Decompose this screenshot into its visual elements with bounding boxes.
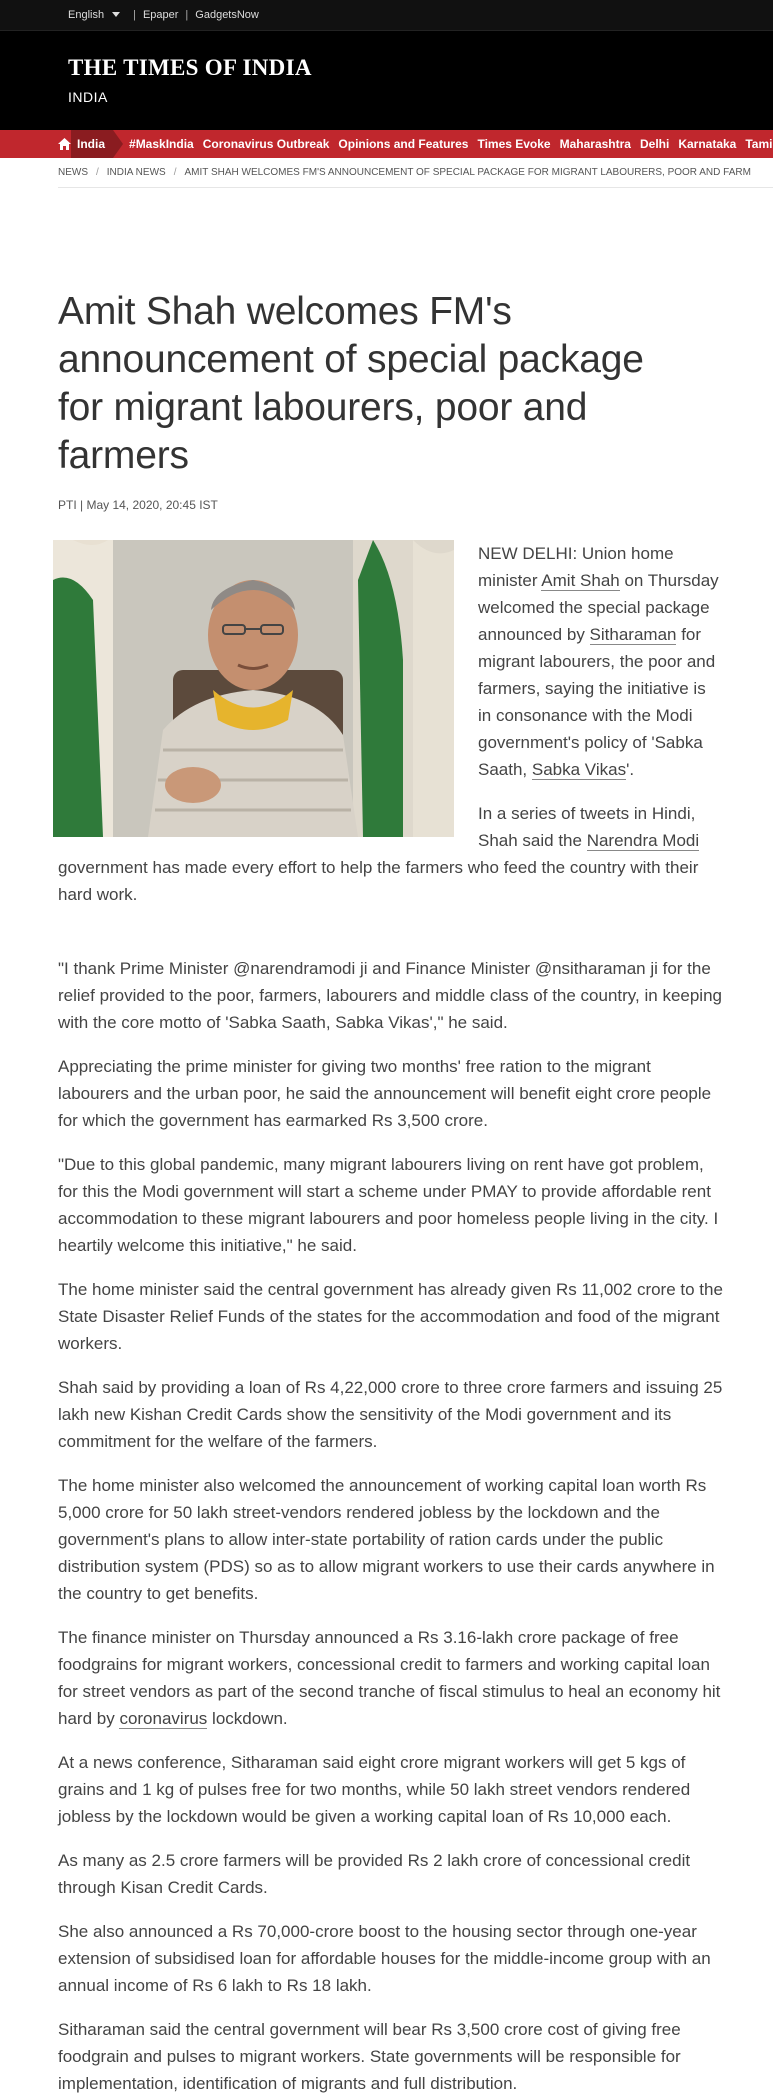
topic-link-amit-shah[interactable]: Amit Shah	[541, 571, 620, 590]
nav-item-karnataka[interactable]: Karnataka	[678, 137, 737, 151]
top-bar	[0, 0, 773, 30]
nav-item-tamil[interactable]: Tamil	[745, 137, 776, 151]
article-paragraph: The home minister also welcomed the announcement of working capital loan worth Rs 5,000 crore for 50 lakh street-vendors rendered jobless by the lockdown and the government's plans to allow inter-state portability of ration cards under the public distribution system (PDS) so as to allow migrant workers to use their cards anywhere in the country to get benefits.	[58, 1476, 715, 1603]
nav-item-delhi[interactable]: Delhi	[639, 137, 670, 151]
breadcrumb-india-news[interactable]: INDIA NEWS	[106, 167, 166, 178]
article-photo[interactable]	[53, 540, 454, 837]
article-paragraph: At a news conference, Sitharaman said eight crore migrant workers will get 5 kgs of grains and 1 kg of pulses free for two months, while 50 lakh street vendors rendered jobless by the lockdown would be given a working capital loan of Rs 10,000 each.	[58, 1753, 691, 1826]
language-selector[interactable]: English	[68, 9, 105, 21]
masthead	[0, 30, 773, 130]
topic-link-narendra-modi[interactable]: Narendra Modi	[586, 831, 700, 850]
article-paragraph: As many as 2.5 crore farmers will be provided Rs 2 lakh crore of concessional credit through Kisan Credit Cards.	[58, 1851, 691, 1897]
home-icon[interactable]	[58, 130, 71, 158]
breadcrumb-separator: /	[173, 167, 177, 178]
topic-link-sitharaman[interactable]: Sitharaman	[589, 625, 677, 644]
topic-link-sabka-vikas[interactable]: Sabka Vikas	[531, 760, 627, 779]
article-paragraph: In a series of tweets in Hindi, Shah said the Narendra Modi government has made every effort to help the farmers who feed the country with their hard work.	[58, 804, 700, 904]
article-paragraph: The home minister said the central government has already given Rs 11,002 crore to the State Disaster Relief Funds of the states for the accommodation and food of the migrant workers.	[58, 1280, 723, 1353]
divider: |	[185, 9, 189, 21]
breadcrumb-current: AMIT SHAH WELCOMES FM'S ANNOUNCEMENT OF SPECIAL PACKAGE FOR MIGRANT LABOURERS, POOR AND FARM	[184, 167, 751, 178]
breadcrumb	[58, 158, 773, 188]
chevron-down-icon[interactable]	[112, 12, 120, 17]
breadcrumb-separator: /	[96, 167, 99, 178]
article-paragraph: "I thank Prime Minister @narendramodi ji and Finance Minister @nsitharaman ji for the relief provided to the poor, farmers, labourers and middle class of the country, in keeping with the core motto of 'Sabka Saath, Sabka Vikas'," he said.	[58, 959, 722, 1032]
breadcrumb-news[interactable]: NEWS	[58, 167, 88, 178]
gadgetsnow-link[interactable]: GadgetsNow	[195, 9, 259, 21]
nav-item-opinions[interactable]: Opinions and Features	[338, 137, 469, 151]
article-paragraph: Sitharaman said the central government will bear Rs 3,500 crore cost of giving free foodgrain and pulses to migrant workers. State governments will be responsible for implementation, identification of migrants and full distribution.	[58, 2020, 681, 2093]
nav-item-india[interactable]: India	[71, 130, 113, 158]
article-paragraph: She also announced a Rs 70,000-crore boost to the housing sector through one-year extension of subsidised loan for affordable houses for the middle-income group with an annual income of Rs 6 lakh to Rs 18 lakh.	[58, 1922, 711, 1995]
article-paragraph: Shah said by providing a loan of Rs 4,22,000 crore to three crore farmers and issuing 25 lakh new Kishan Credit Cards show the sensitivity of the Modi government and its commitment for the welfare of the farmers.	[58, 1378, 723, 1451]
article-paragraph: The finance minister on Thursday announced a Rs 3.16-lakh crore package of free foodgrains for migrant workers, concessional credit to farmers and working capital loan for street vendors as part of the second tranche of fiscal stimulus to heal an economy hit hard by coronavirus lockdown.	[58, 1628, 721, 1728]
divider: |	[133, 9, 136, 21]
nav-item-coronavirus[interactable]: Coronavirus Outbreak	[202, 137, 330, 151]
article-byline: PTI | May 14, 2020, 20:45 IST	[58, 498, 218, 512]
article-body	[58, 540, 723, 2097]
nav-item-maharashtra[interactable]: Maharashtra	[559, 137, 631, 151]
article-paragraph: "Due to this global pandemic, many migrant labourers living on rent have got problem, for this the Modi government will start a scheme under PMAY to provide affordable rent accommodation to these migrant labourers and poor homeless people living in the city. I heartily welcome this initiative," he said.	[58, 1155, 719, 1255]
nav-item-maskindia[interactable]: #MaskIndia	[129, 137, 194, 151]
article-paragraph: Appreciating the prime minister for giving two months' free ration to the migrant labourers and the urban poor, he said the announcement will benefit eight crore people for which the government has earmarked Rs 3,500 crore.	[58, 1057, 712, 1130]
topic-link-coronavirus[interactable]: coronavirus	[119, 1709, 208, 1728]
main-nav	[0, 130, 776, 158]
article-headline: Amit Shah welcomes FM's announcement of special package for migrant labourers, poor and farmers	[58, 290, 644, 477]
nav-item-times-evoke[interactable]: Times Evoke	[477, 137, 551, 151]
epaper-link[interactable]: Epaper	[142, 9, 179, 21]
article-paragraph: NEW DELHI: Union home minister Amit Shah on Thursday welcomed the special package announced by Sitharaman for migrant labourers, the poor and farmers, saying the initiative is in consonance with the Modi government's policy of 'Sabka Saath, Sabka Vikas'.	[478, 544, 719, 779]
site-logo[interactable]: THE TIMES OF INDIA	[68, 55, 312, 80]
edition-label: INDIA	[68, 89, 108, 105]
